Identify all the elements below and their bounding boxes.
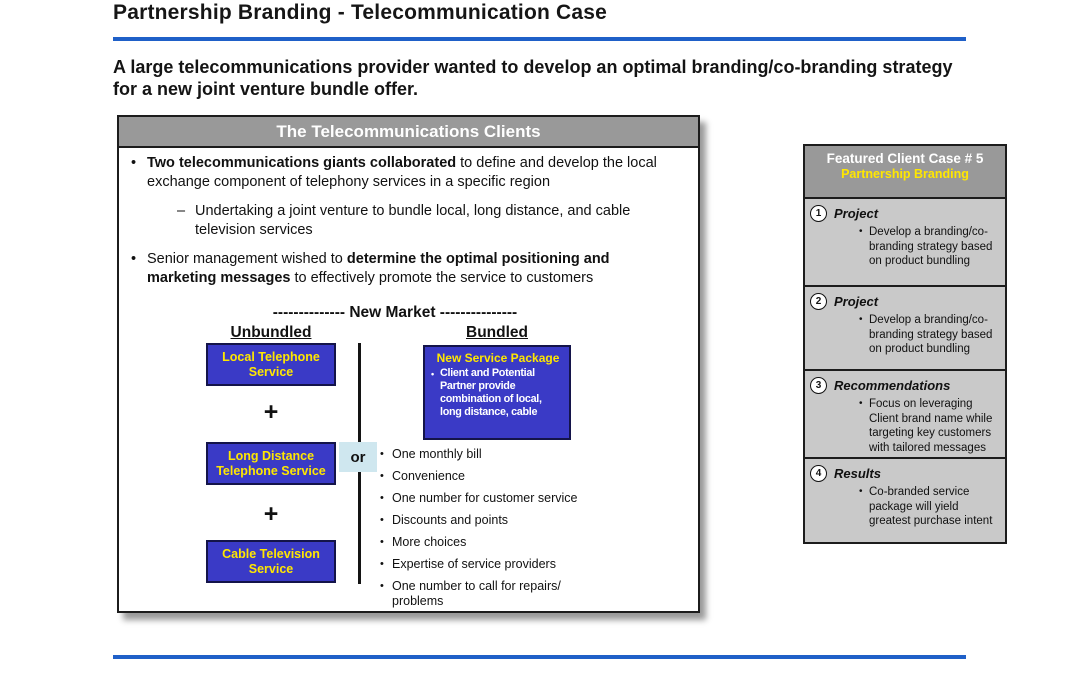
bundled-column-label: Bundled: [466, 324, 528, 341]
plus-sign-2: +: [263, 500, 279, 528]
panel-header: The Telecommunications Clients: [119, 117, 698, 148]
step-number-badge: 2: [810, 293, 827, 310]
sidebar-header-subtitle: Partnership Branding: [841, 167, 969, 181]
sidebar-item-results: [805, 457, 1005, 542]
unbundled-column-label: Unbundled: [230, 324, 312, 341]
new-market-label: -------------- New Market ---------------: [272, 304, 518, 321]
featured-client-case-sidebar: [803, 144, 1007, 544]
sidebar-item-label: Recommendations: [834, 378, 951, 393]
sidebar-item-bullet: • Focus on leveraging Client brand name while targeting key customers with tailored messages: [859, 397, 999, 455]
telecommunications-clients-panel: [117, 115, 700, 613]
sidebar-item-label: Results: [834, 466, 881, 481]
footer-divider-rule: [113, 655, 966, 659]
benefit-item: • Expertise of service providers: [380, 557, 586, 572]
sidebar-item-heading: [810, 377, 999, 394]
title-divider-rule: [113, 37, 966, 41]
panel-bullet-2: [130, 250, 682, 288]
sidebar-item-bullet: • Develop a branding/co-branding strategy based on product bundling: [859, 313, 999, 357]
sidebar-item-bullet: • Co-branded service package will yield greatest purchase intent: [859, 485, 999, 529]
page-title: Partnership Branding - Telecommunication Case: [113, 1, 608, 24]
panel-bullet-1: [130, 154, 682, 192]
sidebar-header-title: Featured Client Case # 5: [826, 151, 984, 166]
sidebar-item-recommendations: [805, 369, 1005, 457]
long-distance-telephone-service-box: Long Distance Telephone Service: [206, 442, 336, 485]
bullet-2-post-text: to effectively promote the service to customers: [290, 270, 594, 286]
sidebar-item-label: Project: [834, 294, 879, 309]
sidebar-item-project-2: [805, 285, 1005, 369]
step-number-badge: 4: [810, 465, 827, 482]
bullet-1-bold-text: Two telecommunications giants collaborated: [147, 155, 457, 171]
sidebar-header: [805, 146, 1005, 199]
slide-subtitle: A large telecommunications provider wanted to develop an optimal branding/co-branding strategy for a new joint venture bundle offer.: [113, 57, 953, 99]
sidebar-item-heading: [810, 205, 999, 222]
step-number-badge: 3: [810, 377, 827, 394]
sidebar-item-project-1: [805, 199, 1005, 285]
bullet-1-rest-text: to define and develop the local exchange component of telephony services in a specific region: [147, 155, 657, 190]
sidebar-item-label: Project: [834, 206, 879, 221]
benefit-item: • One monthly bill: [380, 447, 586, 462]
benefit-item: • Convenience: [380, 469, 586, 484]
bundle-benefits-list: [380, 447, 586, 616]
benefit-item: • One number for customer service: [380, 491, 586, 506]
or-connector-label: or: [339, 442, 377, 472]
bullet-2-pre-text: Senior management wished to: [147, 251, 347, 267]
bullet-2-bold-text: determine the optimal positioning and marketing messages: [147, 251, 610, 286]
new-service-package-bullet: • Client and Potential Partner provide combination of local, long distance, cable: [431, 367, 565, 419]
panel-sub-bullet: – Undertaking a joint venture to bundle local, long distance, and cable television services: [177, 202, 682, 240]
sidebar-item-heading: [810, 465, 999, 482]
new-service-package-box: [423, 345, 571, 440]
sidebar-item-bullet: • Develop a branding/co-branding strategy based on product bundling: [859, 225, 999, 269]
plus-sign-1: +: [263, 398, 279, 426]
step-number-badge: 1: [810, 205, 827, 222]
panel-body: [119, 148, 698, 609]
sidebar-item-heading: [810, 293, 999, 310]
benefit-item: • More choices: [380, 535, 586, 550]
cable-television-service-box: Cable Television Service: [206, 540, 336, 583]
benefit-item: • Discounts and points: [380, 513, 586, 528]
benefit-item: • One number to call for repairs/ problems: [380, 579, 586, 609]
local-telephone-service-box: Local Telephone Service: [206, 343, 336, 386]
new-service-package-title: New Service Package: [436, 351, 560, 365]
